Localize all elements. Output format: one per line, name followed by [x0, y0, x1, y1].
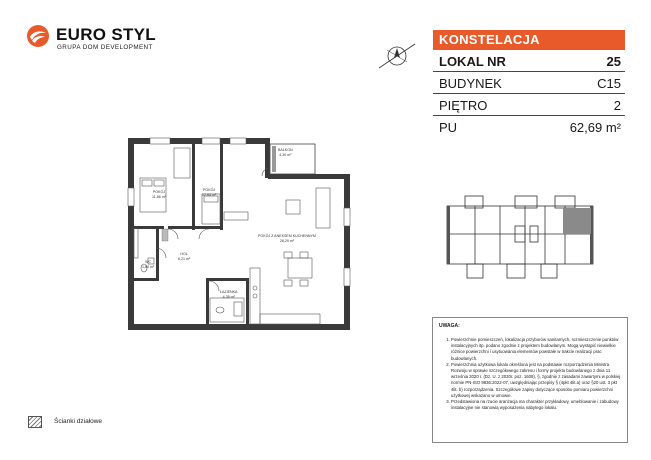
- info-row-pietro: [433, 94, 625, 116]
- info-value: 25: [606, 54, 621, 69]
- info-key: PU: [439, 120, 458, 135]
- info-key: LOKAL NR: [439, 54, 506, 69]
- info-row-lokal: [433, 50, 625, 72]
- room-salon: POKÓJ Z ANEKSEM KUCHENNYM 26,29 m²: [258, 234, 316, 243]
- notes-box: [432, 317, 628, 443]
- info-row-budynek: [433, 72, 625, 94]
- building-key-plan: [445, 194, 595, 286]
- apartment-info-table: [433, 30, 625, 138]
- floor-plan: [120, 128, 360, 358]
- info-key: PIĘTRO: [439, 98, 488, 113]
- info-value: C15: [597, 76, 621, 91]
- floor-plan-drawing: [120, 128, 360, 358]
- note-item: 2. Powierzchnia użytkowa lokalu określona jest na podstawie rozporządzenia Ministra Rozwoju w sprawie szczegółowego zakresu i formy projektu budowlanego z dnia 11 września 2020 r. (Dz. U. z 2020r. poz. 1609), §, zgodnie z zasadami zawartymi w polskiej normie PN-ISO 9836:2022-07, uwzględniając przepisy § (4pkt 4lit.a) oraz §20 ust. 3 pkt 4lit. b) rozporządzenia. Szczegółowe zapisy dotyczące sposobu pomiaru powierzchni użytkowej wskazano w umowie.: [451, 362, 621, 399]
- investment-name: KONSTELACJA: [433, 30, 625, 50]
- brand-name: EURO STYL: [56, 25, 156, 44]
- euro-styl-logo-icon: [26, 24, 50, 48]
- brand-logo: [26, 24, 156, 52]
- highlighted-unit: [563, 208, 591, 234]
- room-pokoj-1: POKÓJ 11,86 m²: [152, 190, 166, 199]
- room-balkon: BALKON 4,30 m²: [278, 148, 293, 157]
- info-key: BUDYNEK: [439, 76, 502, 91]
- brand-tagline: GRUPA DOM DEVELOPMENT: [57, 44, 153, 51]
- info-value: 2: [613, 98, 621, 113]
- notes-list: [451, 337, 621, 411]
- room-hol: HOL 6,21 m²: [178, 252, 191, 261]
- note-item: 1. Powierzchnie pomieszczeń, lokalizacja przyborów sanitarnych, rozmieszczenie punktów instalacyjnych itp. podano zgodnie z projektem budowlanym. Mogą wystąpić niewielkie różnice powierzchni i usytuowania elementów powstałe w trakcie realizacji prac budowlanych.: [451, 337, 621, 362]
- north-arrow-icon: [377, 36, 417, 76]
- info-row-pu: [433, 116, 625, 138]
- room-pokoj-2: POKÓJ 12,84 m²: [202, 188, 217, 197]
- room-wc: WC 1,80 m²: [142, 260, 155, 269]
- legend-label: Ścianki działowe: [54, 418, 103, 425]
- notes-title: UWAGA:: [439, 323, 460, 329]
- room-lazienka: ŁAZIENKA 4,38 m²: [220, 290, 238, 299]
- hatch-swatch-icon: [28, 416, 42, 428]
- info-value: 62,69 m²: [569, 120, 621, 135]
- note-item: 3. Przedstawiona na rzucie aranżacja ma charakter przykładowy, umeblowanie i zabudowy instalacyjne nie stanowią wyposażenia nabytego lokalu.: [451, 399, 621, 411]
